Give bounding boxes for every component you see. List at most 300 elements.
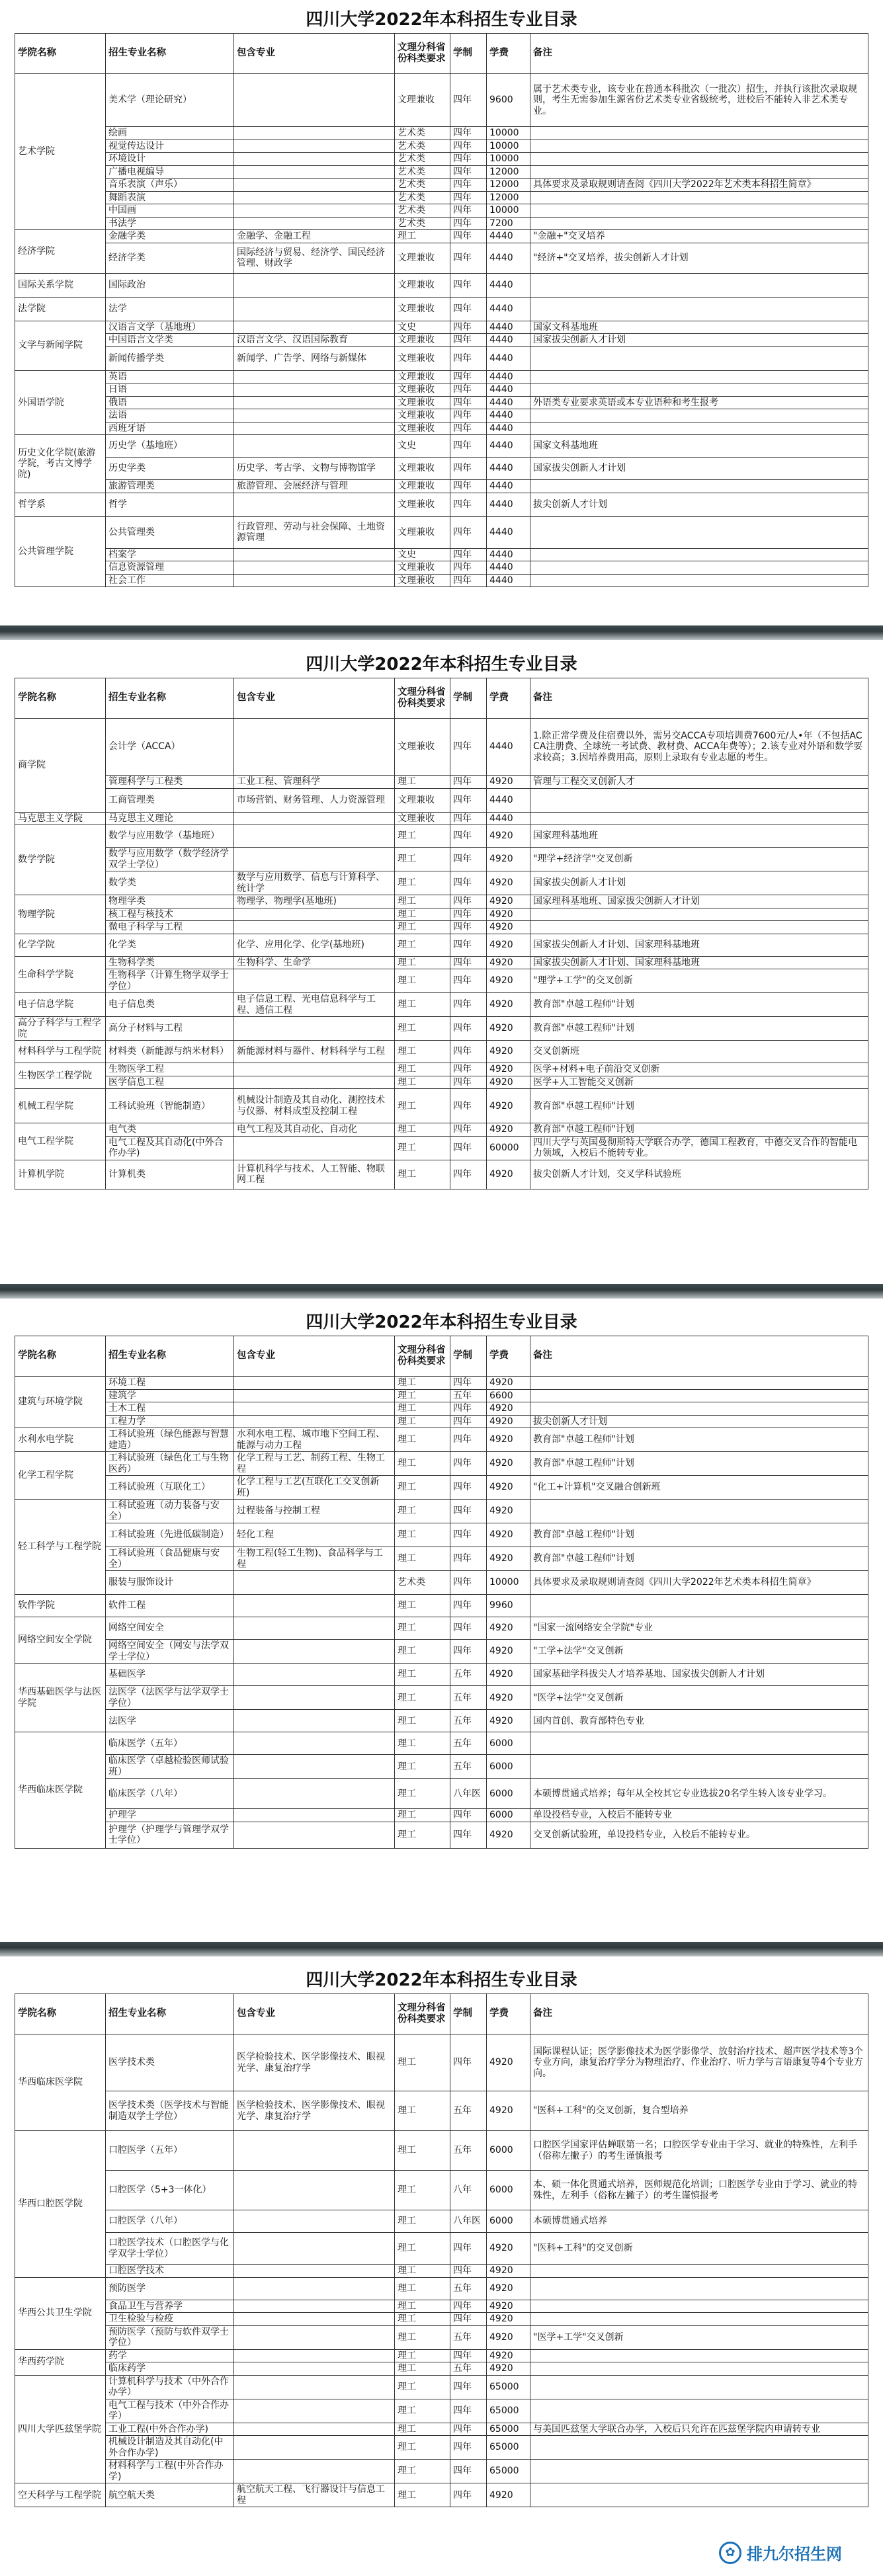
major-table xyxy=(15,1336,868,1849)
fee-cell: 4920 xyxy=(487,1617,530,1640)
duration-cell: 四年 xyxy=(450,409,487,423)
included-cell xyxy=(234,2436,395,2460)
fee-cell: 4920 xyxy=(487,1377,530,1390)
category-cell: 理工 xyxy=(395,1809,450,1822)
major-cell: 生物科学类 xyxy=(106,956,234,969)
duration-cell: 四年 xyxy=(450,2436,487,2460)
table-row xyxy=(15,812,868,825)
table-row xyxy=(15,895,868,908)
fee-cell: 4440 xyxy=(487,370,530,383)
fee-cell: 4920 xyxy=(487,2277,530,2300)
table-row xyxy=(15,74,868,127)
category-cell: 理工 xyxy=(395,2399,450,2423)
header-duration: 学制 xyxy=(450,1336,487,1377)
duration-cell: 四年 xyxy=(450,908,487,921)
notes-cell: 四川大学与英国曼彻斯特大学联合办学，德国工程教育，中德交叉合作的智能电力领域，入校后不能转专业。 xyxy=(530,1136,868,1160)
included-cell xyxy=(234,127,395,140)
page-separator xyxy=(0,625,883,640)
duration-cell: 四年 xyxy=(450,2423,487,2436)
category-cell: 文理兼收 xyxy=(395,383,450,397)
table-row xyxy=(15,230,868,243)
major-cell: 国际政治 xyxy=(106,273,234,297)
table-row xyxy=(15,2460,868,2483)
table-row xyxy=(15,1686,868,1710)
notes-cell xyxy=(530,409,868,423)
included-cell xyxy=(234,273,395,297)
duration-cell: 四年 xyxy=(450,788,487,812)
notes-cell xyxy=(530,908,868,921)
duration-cell: 四年 xyxy=(450,993,487,1017)
college-cell: 建筑与环境学院 xyxy=(15,1377,106,1428)
page-title: 四川大学2022年本科招生专业目录 xyxy=(306,10,577,30)
college-cell: 化学学院 xyxy=(15,934,106,956)
college-cell: 华西口腔医学院 xyxy=(15,2131,106,2278)
table-row xyxy=(15,956,868,969)
duration-cell: 四年 xyxy=(450,848,487,871)
major-cell: 旅游管理类 xyxy=(106,480,234,493)
major-cell: 口腔医学技术 xyxy=(106,2265,234,2278)
category-cell: 文理兼收 xyxy=(395,346,450,370)
notes-cell xyxy=(530,812,868,825)
major-cell: 物理学类 xyxy=(106,895,234,908)
major-cell: 核工程与核技术 xyxy=(106,908,234,921)
included-cell xyxy=(234,493,395,516)
included-cell xyxy=(234,1415,395,1428)
included-cell xyxy=(234,1822,395,1848)
table-row xyxy=(15,2171,868,2210)
notes-cell: 属于艺术类专业，该专业在普通本科批次（一批次）招生，并执行该批次录取规则，考生无需参加生源省份艺术类专业省级统考，进校后不能转入非艺术类专业。 xyxy=(530,74,868,127)
fee-cell: 4920 xyxy=(487,1017,530,1041)
notes-cell: "医科+工科"的交叉创新 xyxy=(530,2233,868,2265)
fee-cell: 4920 xyxy=(487,908,530,921)
major-cell: 经济学类 xyxy=(106,243,234,273)
category-cell: 理工 xyxy=(395,230,450,243)
page-separator xyxy=(0,1942,883,1956)
major-cell: 法医学 xyxy=(106,1710,234,1732)
major-cell: 音乐表演（声乐） xyxy=(106,179,234,192)
major-table xyxy=(15,1993,868,2507)
category-cell: 理工 xyxy=(395,1428,450,1452)
table-row xyxy=(15,1617,868,1640)
duration-cell: 四年 xyxy=(450,2460,487,2483)
header-included: 包含专业 xyxy=(234,1994,395,2034)
fee-cell: 4920 xyxy=(487,848,530,871)
header-notes: 备注 xyxy=(530,678,868,719)
major-cell: 历史学类 xyxy=(106,458,234,480)
duration-cell: 四年 xyxy=(450,321,487,334)
category-cell: 文理兼收 xyxy=(395,574,450,587)
major-cell: 管理科学与工程类 xyxy=(106,776,234,789)
included-cell xyxy=(234,1076,395,1089)
college-cell: 网络空间安全学院 xyxy=(15,1617,106,1664)
major-cell: 生物医学工程 xyxy=(106,1063,234,1076)
table-row xyxy=(15,969,868,993)
major-table xyxy=(15,33,868,587)
category-cell: 理工 xyxy=(395,848,450,871)
header-duration: 学制 xyxy=(450,1994,487,2034)
fee-cell: 4920 xyxy=(487,1686,530,1710)
notes-cell: 教育部"卓越工程师"计划 xyxy=(530,1452,868,1476)
category-cell: 理工 xyxy=(395,1595,450,1617)
fee-cell: 10000 xyxy=(487,153,530,166)
notes-cell xyxy=(530,921,868,934)
header-category: 文理分科省份科类要求 xyxy=(395,1994,450,2034)
table-row xyxy=(15,2423,868,2436)
college-cell: 哲学系 xyxy=(15,493,106,516)
table-row xyxy=(15,2362,868,2376)
major-cell: 视觉传达设计 xyxy=(106,140,234,153)
major-cell: 生物科学（计算生物学双学士学位） xyxy=(106,969,234,993)
notes-cell: 单设投档专业，入校后不能转专业 xyxy=(530,1809,868,1822)
major-cell: 美术学（理论研究） xyxy=(106,74,234,127)
major-cell: 俄语 xyxy=(106,396,234,409)
included-cell xyxy=(234,1617,395,1640)
table-body xyxy=(15,2034,868,2507)
included-cell: 生物科学、生命学 xyxy=(234,956,395,969)
duration-cell: 四年 xyxy=(450,934,487,956)
included-cell xyxy=(234,1136,395,1160)
category-cell: 理工 xyxy=(395,1136,450,1160)
duration-cell: 四年 xyxy=(450,1041,487,1063)
fee-cell: 6000 xyxy=(487,1732,530,1755)
category-cell: 理工 xyxy=(395,1377,450,1390)
table-row xyxy=(15,1389,868,1402)
header-fee: 学费 xyxy=(487,678,530,719)
included-cell: 医学检验技术、医学影像技术、眼视光学、康复治疗学 xyxy=(234,2091,395,2131)
header-major: 招生专业名称 xyxy=(106,1994,234,2034)
fee-cell: 4440 xyxy=(487,458,530,480)
duration-cell: 四年 xyxy=(450,1595,487,1617)
notes-cell xyxy=(530,422,868,435)
category-cell: 文理兼收 xyxy=(395,788,450,812)
duration-cell: 四年 xyxy=(450,480,487,493)
major-cell: 医学技术类（医学技术与智能制造双学士学位） xyxy=(106,2091,234,2131)
notes-cell: "医学+工学"交叉创新 xyxy=(530,2325,868,2349)
major-cell: 工科试验班（动力装备与安全） xyxy=(106,1500,234,1523)
table-row xyxy=(15,2277,868,2300)
category-cell: 理工 xyxy=(395,2300,450,2313)
duration-cell: 四年 xyxy=(450,2349,487,2362)
notes-cell xyxy=(530,788,868,812)
notes-cell xyxy=(530,2265,868,2278)
major-cell: 微电子科学与工程 xyxy=(106,921,234,934)
major-cell: 金融学类 xyxy=(106,230,234,243)
category-cell: 理工 xyxy=(395,1686,450,1710)
college-cell: 艺术学院 xyxy=(15,74,106,230)
included-cell xyxy=(234,1755,395,1779)
notes-cell: 拔尖创新人才计划 xyxy=(530,1415,868,1428)
major-cell: 工商管理类 xyxy=(106,788,234,812)
duration-cell: 四年 xyxy=(450,204,487,218)
major-cell: 基础医学 xyxy=(106,1664,234,1686)
college-cell: 计算机学院 xyxy=(15,1160,106,1189)
header-notes: 备注 xyxy=(530,1336,868,1377)
notes-cell xyxy=(530,2436,868,2460)
included-cell: 行政管理、劳动与社会保障、土地资源管理 xyxy=(234,516,395,548)
included-cell xyxy=(234,548,395,561)
major-cell: 法医学（法医学与法学双学士学位） xyxy=(106,1686,234,1710)
table-row xyxy=(15,1063,868,1076)
category-cell: 理工 xyxy=(395,1415,450,1428)
included-cell: 汉语言文学、汉语国际教育 xyxy=(234,334,395,347)
included-cell: 历史学、考古学、文物与博物馆学 xyxy=(234,458,395,480)
table-row xyxy=(15,1076,868,1089)
fee-cell: 4920 xyxy=(487,2483,530,2507)
table-row xyxy=(15,2210,868,2233)
fee-cell: 4920 xyxy=(487,1076,530,1089)
table-row xyxy=(15,370,868,383)
notes-cell: 国际课程认证；医学影像技术为医学影像学、放射治疗技术、超声医学技术等3个专业方向，康复治疗学分为物理治疗、作业治疗、听力学与言语康复等4个专业方向。 xyxy=(530,2034,868,2091)
college-cell: 电子信息学院 xyxy=(15,993,106,1017)
table-row xyxy=(15,1452,868,1476)
fee-cell: 6000 xyxy=(487,2131,530,2171)
fee-cell: 6000 xyxy=(487,2171,530,2210)
college-cell: 四川大学匹兹堡学院 xyxy=(15,2375,106,2483)
fee-cell: 12000 xyxy=(487,191,530,204)
duration-cell: 四年 xyxy=(450,548,487,561)
table-row xyxy=(15,574,868,587)
major-cell: 临床医学（五年） xyxy=(106,1732,234,1755)
table-row xyxy=(15,2034,868,2091)
fee-cell: 4440 xyxy=(487,561,530,575)
category-cell: 文理兼收 xyxy=(395,243,450,273)
fee-cell: 4920 xyxy=(487,1547,530,1571)
fee-cell: 65000 xyxy=(487,2460,530,2483)
table-row xyxy=(15,2436,868,2460)
duration-cell: 四年 xyxy=(450,165,487,179)
notes-cell xyxy=(530,574,868,587)
fee-cell: 4440 xyxy=(487,243,530,273)
major-cell: 高分子材料与工程 xyxy=(106,1017,234,1041)
category-cell: 理工 xyxy=(395,2171,450,2210)
page-title: 四川大学2022年本科招生专业目录 xyxy=(306,655,577,674)
fee-cell: 4440 xyxy=(487,788,530,812)
category-cell: 艺术类 xyxy=(395,140,450,153)
header-major: 招生专业名称 xyxy=(106,34,234,74)
duration-cell: 四年 xyxy=(450,140,487,153)
table-row xyxy=(15,127,868,140)
fee-cell: 4920 xyxy=(487,825,530,848)
major-cell: 护理学 xyxy=(106,1809,234,1822)
fee-cell: 4920 xyxy=(487,1822,530,1848)
category-cell: 理工 xyxy=(395,969,450,993)
notes-cell xyxy=(530,2483,868,2507)
fee-cell: 4920 xyxy=(487,2233,530,2265)
duration-cell: 四年 xyxy=(450,871,487,895)
category-cell: 艺术类 xyxy=(395,204,450,218)
fee-cell: 4920 xyxy=(487,1415,530,1428)
table-row xyxy=(15,1136,868,1160)
watermark-text: 排九尔招生网 xyxy=(747,2545,842,2563)
table-row xyxy=(15,788,868,812)
duration-cell: 四年 xyxy=(450,1500,487,1523)
header-duration: 学制 xyxy=(450,678,487,719)
watermark xyxy=(719,2541,842,2564)
notes-cell xyxy=(530,273,868,297)
notes-cell: 本、硕一体化贯通式培养，医师规范化培训；口腔医学专业由于学习、就业的特殊性，左利手（俗称左撇子）的考生谨慎报考 xyxy=(530,2171,868,2210)
header-category: 文理分科省份科类要求 xyxy=(395,1336,450,1377)
included-cell xyxy=(234,74,395,127)
table-row xyxy=(15,273,868,297)
included-cell xyxy=(234,812,395,825)
table-row xyxy=(15,480,868,493)
category-cell: 文理兼收 xyxy=(395,273,450,297)
table-row xyxy=(15,516,868,548)
fee-cell: 4440 xyxy=(487,548,530,561)
major-cell: 口腔医学（八年） xyxy=(106,2210,234,2233)
page-separator xyxy=(0,1284,883,1299)
duration-cell: 四年 xyxy=(450,1523,487,1547)
fee-cell: 4440 xyxy=(487,480,530,493)
included-cell: 生物工程(轻工生物)、食品科学与工程 xyxy=(234,1547,395,1571)
included-cell xyxy=(234,1640,395,1664)
notes-cell xyxy=(530,1389,868,1402)
header-included: 包含专业 xyxy=(234,34,395,74)
notes-cell xyxy=(530,383,868,397)
duration-cell: 四年 xyxy=(450,776,487,789)
table-row xyxy=(15,1377,868,1390)
table-row xyxy=(15,993,868,1017)
table-row xyxy=(15,2325,868,2349)
duration-cell: 四年 xyxy=(450,1089,487,1123)
duration-cell: 四年 xyxy=(450,1160,487,1189)
page-title: 四川大学2022年本科招生专业目录 xyxy=(306,1970,577,1990)
duration-cell: 五年 xyxy=(450,2091,487,2131)
notes-cell xyxy=(530,1377,868,1390)
major-cell: 法语 xyxy=(106,409,234,423)
duration-cell: 四年 xyxy=(450,273,487,297)
table-row xyxy=(15,1017,868,1041)
duration-cell: 四年 xyxy=(450,127,487,140)
major-cell: 社会工作 xyxy=(106,574,234,587)
notes-cell: 国家理科基地班、国家拔尖创新人才计划 xyxy=(530,895,868,908)
included-cell xyxy=(234,2325,395,2349)
duration-cell: 四年 xyxy=(450,1136,487,1160)
notes-cell xyxy=(530,153,868,166)
included-cell xyxy=(234,1779,395,1809)
category-cell: 理工 xyxy=(395,2313,450,2326)
header-major: 招生专业名称 xyxy=(106,678,234,719)
duration-cell: 四年 xyxy=(450,1617,487,1640)
major-cell: 食品卫生与营养学 xyxy=(106,2300,234,2313)
notes-cell xyxy=(530,2277,868,2300)
college-cell: 软件学院 xyxy=(15,1595,106,1617)
fee-cell: 4920 xyxy=(487,1063,530,1076)
table-row xyxy=(15,1640,868,1664)
category-cell: 理工 xyxy=(395,1547,450,1571)
major-cell: 哲学 xyxy=(106,493,234,516)
table-header-row xyxy=(15,678,868,719)
notes-cell: 教育部"卓越工程师"计划 xyxy=(530,1547,868,1571)
college-cell: 法学院 xyxy=(15,297,106,321)
fee-cell: 65000 xyxy=(487,2375,530,2399)
notes-cell: 拔尖创新人才计划，交叉学科试验班 xyxy=(530,1160,868,1189)
college-cell: 华西临床医学院 xyxy=(15,2034,106,2131)
notes-cell: 交叉创新试验班，单设投档专业，入校后不能转专业。 xyxy=(530,1822,868,1848)
fee-cell: 4440 xyxy=(487,321,530,334)
fee-cell: 4920 xyxy=(487,895,530,908)
table-row xyxy=(15,2265,868,2278)
fee-cell: 9600 xyxy=(487,74,530,127)
table-row xyxy=(15,1402,868,1416)
table-row xyxy=(15,217,868,230)
category-cell: 理工 xyxy=(395,1640,450,1664)
major-cell: 电气工程及其自动化(中外合作办学) xyxy=(106,1136,234,1160)
table-row xyxy=(15,2091,868,2131)
notes-cell: 国家拔尖创新人才计划、国家理科基地班 xyxy=(530,934,868,956)
duration-cell: 四年 xyxy=(450,435,487,458)
page-title: 四川大学2022年本科招生专业目录 xyxy=(306,1312,577,1332)
fee-cell: 9960 xyxy=(487,1595,530,1617)
duration-cell: 五年 xyxy=(450,1389,487,1402)
included-cell: 过程装备与控制工程 xyxy=(234,1500,395,1523)
college-cell: 机械工程学院 xyxy=(15,1089,106,1123)
included-cell: 水利水电工程、城市地下空间工程、能源与动力工程 xyxy=(234,1428,395,1452)
major-cell: 信息资源管理 xyxy=(106,561,234,575)
notes-cell xyxy=(530,2399,868,2423)
notes-cell xyxy=(530,2460,868,2483)
notes-cell: 教育部"卓越工程师"计划 xyxy=(530,1523,868,1547)
major-cell: 西班牙语 xyxy=(106,422,234,435)
duration-cell: 四年 xyxy=(450,719,487,776)
included-cell: 国际经济与贸易、经济学、国民经济管理、财政学 xyxy=(234,243,395,273)
table-body xyxy=(15,719,868,1189)
college-cell: 国际关系学院 xyxy=(15,273,106,297)
included-cell xyxy=(234,140,395,153)
included-cell: 化学、应用化学、化学(基地班) xyxy=(234,934,395,956)
notes-cell xyxy=(530,1595,868,1617)
category-cell: 文史 xyxy=(395,321,450,334)
notes-cell: 教育部"卓越工程师"计划 xyxy=(530,1428,868,1452)
included-cell xyxy=(234,1686,395,1710)
fee-cell: 4920 xyxy=(487,969,530,993)
table-header-row xyxy=(15,1994,868,2034)
table-row xyxy=(15,346,868,370)
category-cell: 理工 xyxy=(395,2325,450,2349)
major-cell: 工科试验班（食品健康与安全） xyxy=(106,1547,234,1571)
included-cell: 电气工程及其自动化、自动化 xyxy=(234,1123,395,1137)
included-cell xyxy=(234,2233,395,2265)
table-row xyxy=(15,1123,868,1137)
category-cell: 理工 xyxy=(395,934,450,956)
college-cell: 材料科学与工程学院 xyxy=(15,1041,106,1063)
fee-cell: 4440 xyxy=(487,383,530,397)
included-cell xyxy=(234,1389,395,1402)
major-cell: 医学信息工程 xyxy=(106,1076,234,1089)
major-cell: 广播电视编导 xyxy=(106,165,234,179)
notes-cell: 与美国匹兹堡大学联合办学，入校后只允许在匹兹堡学院内申请转专业 xyxy=(530,2423,868,2436)
category-cell: 理工 xyxy=(395,825,450,848)
notes-cell: 国家拔尖创新人才计划 xyxy=(530,871,868,895)
table-row xyxy=(15,179,868,192)
category-cell: 理工 xyxy=(395,1732,450,1755)
duration-cell: 五年 xyxy=(450,2325,487,2349)
duration-cell: 四年 xyxy=(450,2233,487,2265)
fee-cell: 4440 xyxy=(487,230,530,243)
major-cell: 预防医学（预防与软件双学士学位） xyxy=(106,2325,234,2349)
category-cell: 理工 xyxy=(395,1476,450,1500)
included-cell xyxy=(234,217,395,230)
duration-cell: 四年 xyxy=(450,2399,487,2423)
notes-cell: 具体要求及录取规则请查阅《四川大学2022年艺术类本科招生简章》 xyxy=(530,179,868,192)
duration-cell: 四年 xyxy=(450,458,487,480)
table-row xyxy=(15,561,868,575)
header-college: 学院名称 xyxy=(15,1336,106,1377)
table-header-row xyxy=(15,34,868,74)
major-cell: 口腔医学（5+3一体化） xyxy=(106,2171,234,2210)
major-cell: 日语 xyxy=(106,383,234,397)
fee-cell: 4920 xyxy=(487,2265,530,2278)
